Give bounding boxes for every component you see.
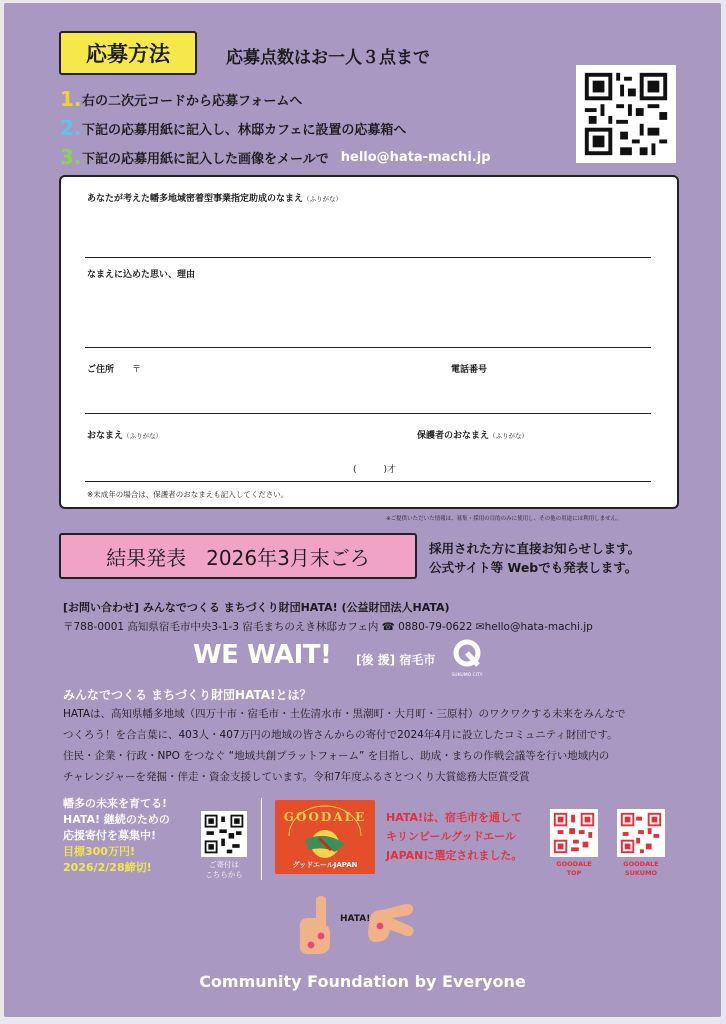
privacy-note: ※ご提供いただいた情報は、募集・採用の目的のみに使用し、その他の用途には利用しません。 [386, 516, 622, 522]
entry-form [59, 175, 679, 509]
goodale-top-qr-code[interactable] [550, 809, 598, 857]
about-line: つくろう！を合言葉に、403人・407万円の地域の皆さんからの寄付で2024年4月に設立したコミュニティ財団です。 [63, 729, 618, 741]
goodale-logo-sub: グッドエールJAPAN [292, 861, 358, 869]
about-line: チャレンジャーを発掘・伴走・資金支援しています。令和7年度ふるさとつくり大賞総務大臣賞受賞 [63, 771, 530, 783]
application-method-label: 応募方法 [86, 42, 170, 66]
step-2 [60, 116, 406, 140]
qr-icon [617, 809, 665, 857]
goodale-message: HATA!は、宿毛市を通して キリンビールグッドエール JAPANに選定されました。 [386, 811, 523, 862]
donation-text: 幡多の未来を育てる! HATA! 継続のための 応援寄付を募集中! 目標300万円! 2026/2/28締切! [63, 797, 170, 874]
proposed-name-field[interactable] [85, 257, 651, 258]
goodale-sukumo-qr-code[interactable] [617, 809, 665, 857]
email-link[interactable]: hello@hata-machi.jp [340, 149, 491, 165]
step-3 [60, 145, 491, 169]
qr-icon [550, 809, 598, 857]
name-field[interactable] [85, 481, 651, 482]
hands-illustration [292, 896, 418, 958]
sukumo-city-text: SUKUMO CITY [451, 673, 483, 678]
step-1-text: 右の二次元コードから応募フォームへ [82, 93, 303, 109]
phone-label: 電話番号 [451, 365, 488, 375]
footer-tagline: Community Foundation by Everyone [199, 972, 526, 991]
qr-icon [201, 811, 247, 857]
contact-address: 〒788-0001 高知県宿毛市中央3-1-3 宿毛まちのえき林邸カフェ内 ☎ 0880-79-0622 ✉hello@hata-machi.jp [63, 621, 593, 633]
proposed-name-label: あなたが考えた幡多地域密着型事業指定助成のなまえ（ふりがな） [87, 194, 343, 204]
application-qr-code[interactable] [576, 65, 676, 163]
sukumo-city-logo [450, 639, 484, 677]
goodale-logo-text: GOODALE [283, 810, 367, 824]
donation-goal: 目標300万円! [63, 845, 135, 858]
qr-icon [576, 65, 676, 163]
reason-field[interactable] [85, 347, 651, 348]
support-label: [後 援] 宿毛市 [356, 653, 436, 667]
your-name-label: おなまえ（ふりがな） [87, 431, 163, 441]
reason-label: なまえに込めた思い、理由 [87, 270, 196, 280]
hands-icon [292, 896, 418, 958]
result-announcement-label: 結果発表 2026年3月末ごろ [106, 545, 370, 570]
address-field[interactable] [85, 413, 651, 414]
donation-qr-code[interactable] [201, 811, 247, 857]
step-1-number: 1. [60, 87, 82, 111]
step-3-text: 下記の応募用紙に記入した画像をメールで [82, 151, 329, 167]
step-1 [60, 87, 302, 111]
donation-qr-caption: ご寄付は こちらから [205, 860, 243, 879]
about-heading: みんなでつくる まちづくり財団HATA!とは？ [63, 688, 312, 702]
application-method-badge [59, 31, 197, 75]
step-2-text: 下記の応募用紙に記入し、林邸カフェに設置の応募箱へ [82, 122, 407, 138]
hands-label: HATA! [340, 914, 371, 924]
step-3-number: 3. [60, 145, 82, 169]
about-line: HATAは、高知県幡多地域（四万十市・宿毛市・土佐清水市・黒潮町・大月町・三原村）のワクワクする未来をみんなで [63, 708, 626, 720]
divider [261, 798, 262, 880]
result-announcement-badge [59, 533, 417, 579]
entry-limit-text: 応募点数はお一人３点まで [226, 48, 430, 68]
step-2-number: 2. [60, 116, 82, 140]
flyer-page [4, 3, 721, 1017]
donation-deadline: 2026/2/28締切! [63, 861, 152, 874]
goodale-sukumo-caption: GOODALE SUKUMO [623, 860, 659, 877]
address-label: ご住所 〒 [87, 365, 142, 375]
contact-heading: [お問い合わせ] みんなでつくる まちづくり財団HATA! (公益財団法人HATA) [63, 601, 450, 614]
result-note-2: 公式サイト等 Webでも発表します。 [429, 560, 638, 575]
goodale-top-caption: GOODALE TOP [556, 860, 592, 877]
sukumo-city-mark-icon [450, 639, 484, 669]
guardian-name-label: 保護者のおなまえ（ふりがな） [417, 431, 529, 441]
result-note-1: 採用された方に直接お知らせします。 [429, 541, 641, 556]
goodale-logo [275, 800, 375, 874]
age-field[interactable]: ( )才 [353, 465, 397, 475]
minor-note: ※未成年の場合は、保護者のおなまえも記入してください。 [87, 490, 289, 499]
about-body [63, 704, 626, 788]
we-wait-text: WE WAIT! [193, 640, 332, 670]
about-line: 住民・企業・行政・NPO をつなぐ “地域共創プラットフォーム” を目指し、助成・まちの作戦会議等を行い地域内の [63, 750, 610, 762]
